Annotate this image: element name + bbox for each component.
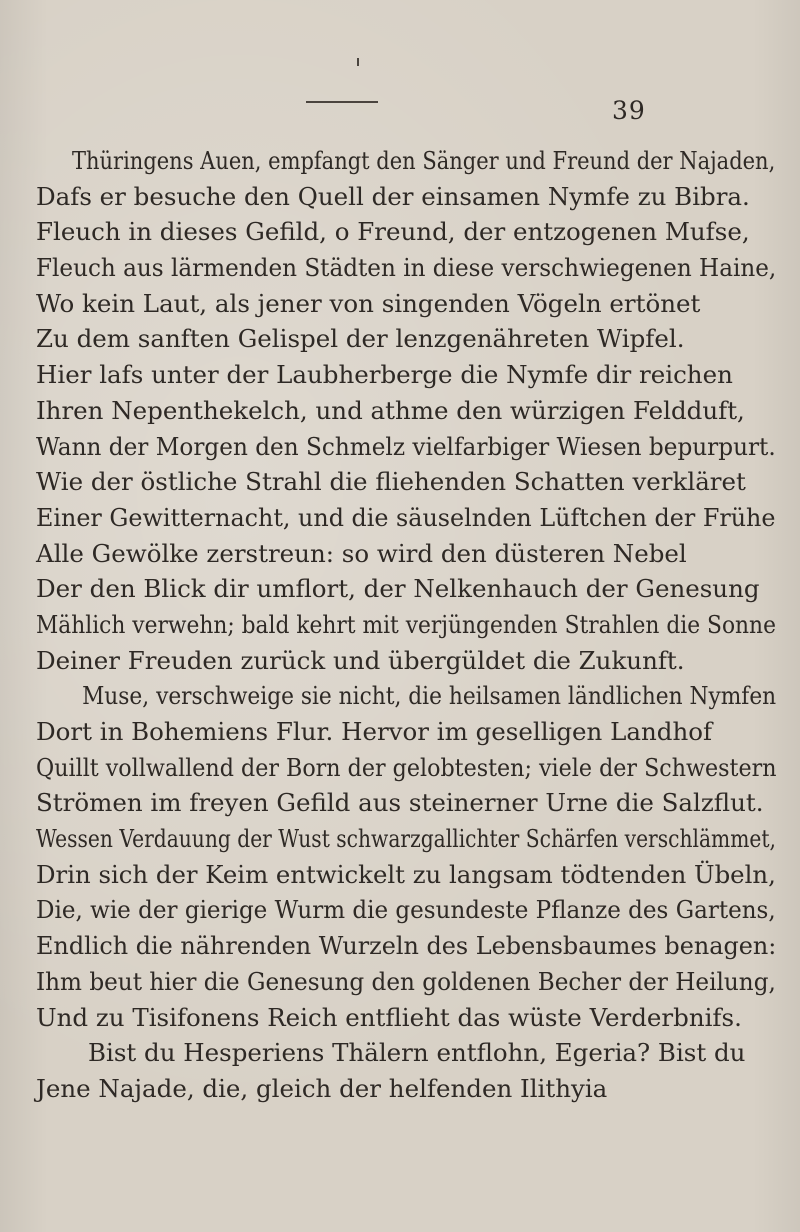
poem-line: Mählich verwehn; bald kehrt mit verjüngenden Strahlen die Sonne (36, 609, 776, 639)
poem-line: Wie der östliche Strahl die fliehenden Schatten verkläret (36, 467, 746, 497)
poem-line: Die, wie der gierige Wurm die gesundeste Pflanze des Gartens, (36, 895, 776, 925)
poem-line: Wessen Verdauung der Wust schwarzgallichter Schärfen verschlämmet, (36, 824, 776, 854)
poem-line: Fleuch in dieses Gefild, o Freund, der entzogenen Mufse, (36, 217, 750, 247)
poem-line: Der den Blick dir umflort, der Nelkenhauch der Genesung (36, 574, 760, 604)
poem-line: Drin sich der Keim entwickelt zu langsam tödtenden Übeln, (36, 859, 776, 889)
poem-line: Und zu Tisifonens Reich entflieht das wüste Verderbnifs. (36, 1002, 742, 1032)
poem-line: Alle Gewölke zerstreun: so wird den düsteren Nebel (36, 538, 687, 568)
poem-text (36, 143, 776, 1107)
poem-line: Wo kein Laut, als jener von singenden Vögeln ertönet (36, 288, 701, 318)
poem-line: Quillt vollwallend der Born der gelobtesten; viele der Schwestern (36, 752, 777, 782)
page-number: 39 (612, 96, 646, 125)
poem-line: Jene Najade, die, gleich der helfenden Ilithyia (36, 1073, 608, 1103)
poem-line: Muse, verschweige sie nicht, die heilsamen ländlichen Nymfen (82, 681, 777, 711)
poem-line: Wann der Morgen den Schmelz vielfarbiger Wiesen bepurpurt. (36, 431, 776, 461)
poem-line: Zu dem sanften Gelispel der lenzgenähreten Wipfel. (36, 324, 685, 354)
poem-line: Bist du Hesperiens Thälern entflohn, Egeria? Bist du (88, 1038, 746, 1068)
header-rule (306, 101, 378, 103)
poem-line: Einer Gewitternacht, und die säuselnden Lüftchen der Frühe (36, 502, 776, 532)
poem-line: Deiner Freuden zurück und übergüldet die Zukunft. (36, 645, 685, 675)
poem-line: Ihm beut hier die Genesung den goldenen Becher der Heilung, (36, 966, 776, 996)
poem-line: Thüringens Auen, empfangt den Sänger und Freund der Najaden, (71, 146, 776, 175)
poem-line: Endlich die nährenden Wurzeln des Lebensbaumes benagen: (36, 931, 777, 961)
poem-line: Fleuch aus lärmenden Städten in diese verschwiegenen Haine, (36, 253, 777, 283)
poem-line: Strömen im freyen Gefild aus steinerner Urne die Salzflut. (36, 788, 764, 818)
poem-line: Hier lafs unter der Laubherberge die Nymfe dir reichen (36, 360, 733, 390)
poem-line: Dafs er besuche den Quell der einsamen Nymfe zu Bibra. (36, 181, 750, 211)
poem-line: Dort in Bohemiens Flur. Hervor im geselligen Landhof (36, 717, 713, 746)
header-mark (357, 58, 359, 66)
poem-line: Ihren Nepenthekelch, und athme den würzigen Feldduft, (36, 395, 745, 425)
